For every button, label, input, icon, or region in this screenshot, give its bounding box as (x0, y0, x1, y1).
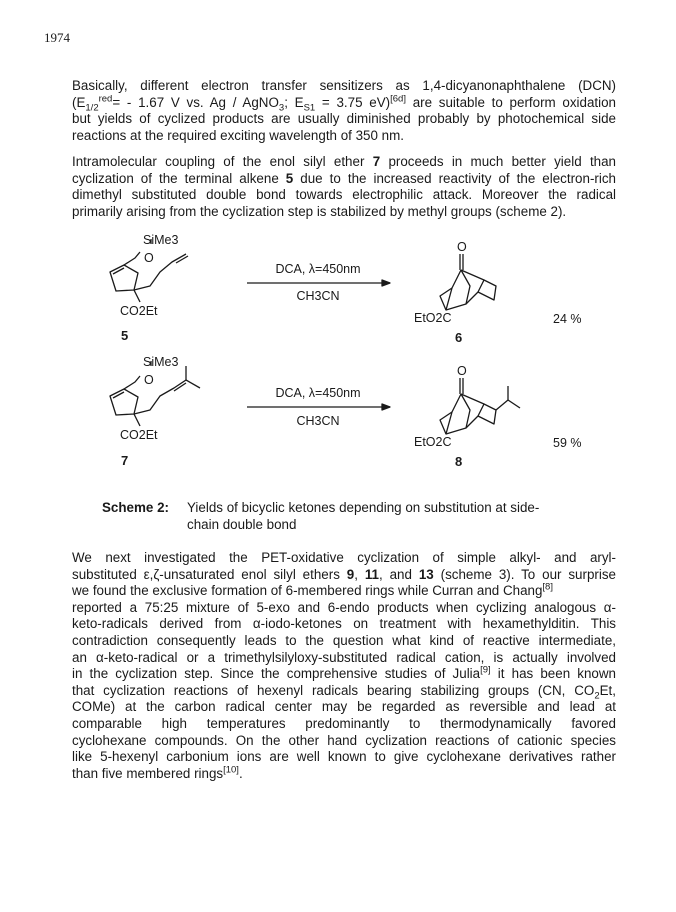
paragraph-pet-cyclization (72, 550, 616, 782)
text-line: reactions at the required exciting wavelength of 350 nm. (72, 127, 404, 143)
caption-label: Scheme 2: (102, 500, 169, 515)
text-line: than five membered rings[10]. (72, 764, 243, 781)
text-line: cyclohexane compounds. On the other hand cyclization reactions of cationic species (72, 732, 616, 748)
text-line: reported a 75:25 mixture of 5-exo and 6-endo products when cyclizing analogous α- (72, 599, 616, 615)
text-line: in the cyclization step. Since the comprehensive studies of Julia[9] it has been known (72, 664, 616, 682)
oxygen-label: O (144, 373, 154, 387)
compound-label-5: 5 (121, 328, 129, 343)
ester-label: CO2Et (120, 428, 158, 442)
text-line: cyclization of the terminal alkene 5 due to the increased reactivity of the electron-rich (72, 170, 616, 186)
text-line: ($E_{1/2}^{red}= - 1.67$ V vs. Ag / AgNO$_3$; $E_{S1} = 3.75$ eV)[6d] are suitable to perform oxidation (72, 93, 617, 114)
text-line: contradiction consequently leads to the question what kind of reactive intermediate, (72, 632, 616, 648)
yield-label: 24 % (553, 312, 582, 326)
ester-label: CO2Et (120, 304, 158, 318)
silyl-group-label: SiMe3 (143, 355, 179, 369)
compound-label-6: 6 (455, 330, 463, 345)
compound-label-7: 7 (121, 453, 129, 468)
caption-line: Yields of bicyclic ketones depending on substitution at side- (187, 500, 540, 515)
silyl-group-label: SiMe3 (143, 233, 179, 247)
ester-label: EtO2C (414, 435, 452, 449)
text-line: dimethyl substituted double bond towards electrophilic attack. Moreover the radical (72, 187, 616, 203)
carbonyl-oxygen-label: O (457, 364, 467, 378)
text-line: primarily arising from the cyclization step is stabilized by methyl groups (scheme 2). (72, 203, 567, 219)
reactant-5-structure (110, 239, 188, 302)
product-8-structure (440, 378, 520, 434)
text-line: an α-keto-radical or a trimethylsilyloxy-substituted radical cation, is actually involved (72, 649, 616, 665)
solvent-label: CH3CN (296, 414, 340, 428)
caption-text (187, 500, 607, 533)
text-line: Intramolecular coupling of the enol silyl ether 7 proceeds in much better yield than (72, 154, 616, 169)
text-line: comparable high temperatures predominantly to thermodynamically favored (72, 715, 616, 731)
text-line: that cyclization reactions of hexenyl radicals bearing stabilizing groups (CN, $CO_2Et$, (72, 682, 616, 702)
text-line: We next investigated the PET-oxidative cyclization of simple alkyl- and aryl- (72, 550, 616, 565)
ester-label: EtO2C (414, 311, 452, 325)
text-line: we found the exclusive formation of 6-membered rings while Curran and Chang[8] (72, 581, 553, 599)
reagent-label: DCA, λ=450nm (275, 262, 361, 276)
text-line: like 5-hexenyl carbonium ions are well known to give cyclohexane derivatives rather (72, 749, 616, 765)
text-line: Basically, different electron transfer sensitizers as 1,4-dicyanonaphthalene (DCN) (72, 78, 616, 93)
oxygen-label: O (144, 251, 154, 265)
text-line: substituted ε,ζ-unsaturated enol silyl ethers 9, 11, and 13 (scheme 3). To our surprise (72, 566, 616, 582)
yield-label: 59 % (553, 436, 582, 450)
page-number: 1974 (44, 30, 70, 45)
carbonyl-oxygen-label: O (457, 240, 467, 254)
solvent-label: CH3CN (296, 289, 340, 303)
reactant-7-structure (110, 361, 200, 426)
text-line: COMe) at the carbon radical center may be regarded as reversible and lead at (72, 699, 616, 715)
compound-label-8: 8 (455, 454, 463, 469)
product-6-structure (440, 254, 496, 310)
text-line: keto-radicals derived from α-iodo-ketones on treatment with hexamethylditin. This (72, 616, 616, 632)
caption-line: chain double bond (187, 516, 297, 532)
reagent-label: DCA, λ=450nm (275, 386, 361, 400)
text-line: but yields of cyclized products are usually diminished probably by photochemical side (72, 111, 616, 127)
